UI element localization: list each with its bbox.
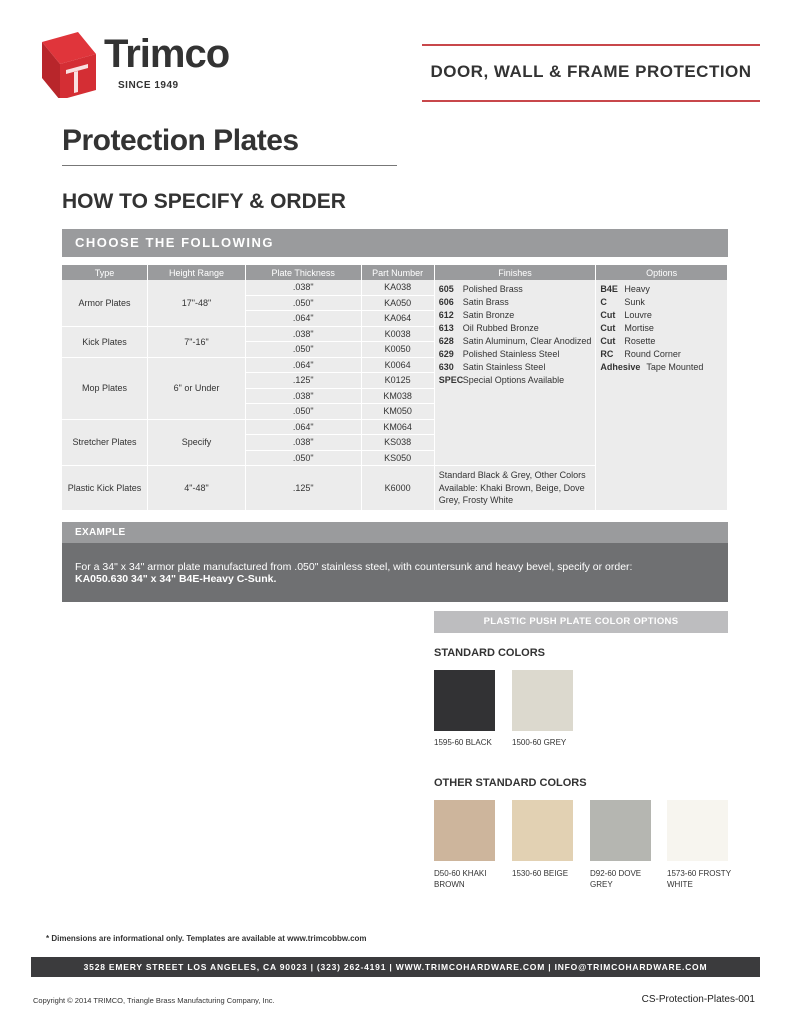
spec-table: [62, 265, 728, 511]
thickness-cell: .050": [246, 451, 362, 467]
page-title: Protection Plates: [62, 124, 299, 157]
header-rule-bottom: [422, 100, 760, 102]
range-cell: 4"-48": [148, 466, 246, 511]
header-plate-thickness: Plate Thickness: [246, 265, 362, 280]
thickness-cell: .038": [246, 389, 362, 405]
brand-since: SINCE 1949: [118, 80, 179, 91]
finish-item: 628 Satin Aluminum, Clear Anodized: [438, 336, 592, 346]
thickness-cell: .064": [246, 311, 362, 327]
part-cell: KA050: [362, 296, 435, 312]
swatch-dove-grey: [590, 800, 651, 861]
type-cell: Armor Plates: [62, 280, 148, 327]
swatch-grey: [512, 670, 573, 731]
option-item: B4E Heavy: [600, 284, 650, 294]
thickness-cell: .038": [246, 327, 362, 343]
option-item: Adhesive Tape Mounted: [600, 362, 704, 372]
header-part-number: Part Number: [362, 265, 435, 280]
header-finishes: Finishes: [435, 265, 597, 280]
swatch-label: 1500-60 GREY: [512, 738, 567, 747]
dimensions-note: * Dimensions are informational only. Templates are available at www.trimcobbw.com: [46, 934, 367, 943]
header-options: Options: [596, 265, 728, 280]
thickness-cell: .038": [246, 435, 362, 451]
thickness-cell: .064": [246, 358, 362, 374]
example-body: [62, 543, 728, 602]
swatch-label: D92-60 DOVE GREY: [590, 869, 642, 889]
finish-item: 629 Polished Stainless Steel: [438, 349, 560, 359]
type-cell: Plastic Kick Plates: [62, 466, 148, 511]
header-rule-top: [422, 44, 760, 46]
table-row: [62, 280, 728, 296]
header-height-range: Height Range: [148, 265, 246, 280]
option-item: Cut Rosette: [600, 336, 656, 346]
header-type: Type: [62, 265, 148, 280]
section-title: DOOR, WALL & FRAME PROTECTION: [430, 62, 752, 81]
trimco-logo: [38, 28, 278, 108]
thickness-cell: .050": [246, 296, 362, 312]
copyright: Copyright © 2014 TRIMCO, Triangle Brass Manufacturing Company, Inc.: [33, 996, 275, 1005]
brand-name: Trimco: [104, 32, 230, 76]
swatch-label: 1595-60 BLACK: [434, 738, 492, 747]
option-item: RC Round Corner: [600, 349, 681, 359]
finish-item: 605 Polished Brass: [438, 284, 523, 294]
part-cell: KA064: [362, 311, 435, 327]
part-cell: KA038: [362, 280, 435, 296]
range-cell: 6" or Under: [148, 358, 246, 420]
thickness-cell: .050": [246, 404, 362, 420]
swatch-label: D50-60 KHAKI BROWN: [434, 869, 487, 889]
swatch-black: [434, 670, 495, 731]
part-cell: K0050: [362, 342, 435, 358]
part-cell: K0125: [362, 373, 435, 389]
thickness-cell: .050": [246, 342, 362, 358]
finish-item: 606 Satin Brass: [438, 297, 509, 307]
type-cell: Stretcher Plates: [62, 420, 148, 467]
example-text: For a 34" x 34" armor plate manufactured from .050" stainless steel, with countersunk and heavy bevel, specify or order:: [75, 561, 633, 573]
standard-colors-label: STANDARD COLORS: [434, 647, 546, 659]
option-item: C Sunk: [600, 297, 645, 307]
part-cell: KM050: [362, 404, 435, 420]
part-cell: KS038: [362, 435, 435, 451]
option-item: Cut Mortise: [600, 323, 654, 333]
thickness-cell: .064": [246, 420, 362, 436]
part-cell: K0038: [362, 327, 435, 343]
options-cell: [596, 280, 728, 511]
type-cell: Mop Plates: [62, 358, 148, 420]
contact-bar: 3528 EMERY STREET LOS ANGELES, CA 90023 | (323) 262-4191 | WWW.TRIMCOHARDWARE.COM | INFO@TRIMCOHARDWARE.COM: [31, 957, 760, 977]
part-cell: KS050: [362, 451, 435, 467]
finish-item: 612 Satin Bronze: [438, 310, 515, 320]
part-cell: KM038: [362, 389, 435, 405]
push-plate-bar: PLASTIC PUSH PLATE COLOR OPTIONS: [434, 611, 728, 633]
finishes-cell: [435, 280, 597, 466]
finish-item: SPECSpecial Options Available: [438, 375, 565, 385]
thickness-cell: .125": [246, 466, 362, 511]
title-divider: [62, 165, 397, 166]
option-item: Cut Louvre: [600, 310, 652, 320]
document-id: CS-Protection-Plates-001: [641, 994, 755, 1005]
swatch-frosty-white: [667, 800, 728, 861]
plastic-finishes-cell: Standard Black & Grey, Other Colors Available: Khaki Brown, Beige, Dove Grey, Frosty White: [435, 466, 597, 511]
subhead: HOW TO SPECIFY & ORDER: [62, 190, 346, 213]
type-cell: Kick Plates: [62, 327, 148, 358]
range-cell: Specify: [148, 420, 246, 467]
finish-item: 630 Satin Stainless Steel: [438, 362, 546, 372]
part-cell: K6000: [362, 466, 435, 511]
example-bar: EXAMPLE: [62, 522, 728, 543]
swatch-beige: [512, 800, 573, 861]
range-cell: 7"-16": [148, 327, 246, 358]
range-cell: 17"-48": [148, 280, 246, 327]
swatch-label: 1530-60 BEIGE: [512, 869, 569, 878]
finish-item: 613 Oil Rubbed Bronze: [438, 323, 539, 333]
example-order: KA050.630 34" x 34" B4E-Heavy C-Sunk.: [75, 573, 277, 585]
part-cell: KM064: [362, 420, 435, 436]
part-cell: K0064: [362, 358, 435, 374]
swatch-label: 1573-60 FROSTY WHITE: [667, 869, 731, 889]
other-colors-label: OTHER STANDARD COLORS: [434, 777, 587, 789]
choose-bar: CHOOSE THE FOLLOWING: [62, 229, 728, 257]
thickness-cell: .038": [246, 280, 362, 296]
swatch-khaki-brown: [434, 800, 495, 861]
logo-cube-icon: [38, 28, 100, 98]
thickness-cell: .125": [246, 373, 362, 389]
table-header-row: [62, 265, 728, 280]
